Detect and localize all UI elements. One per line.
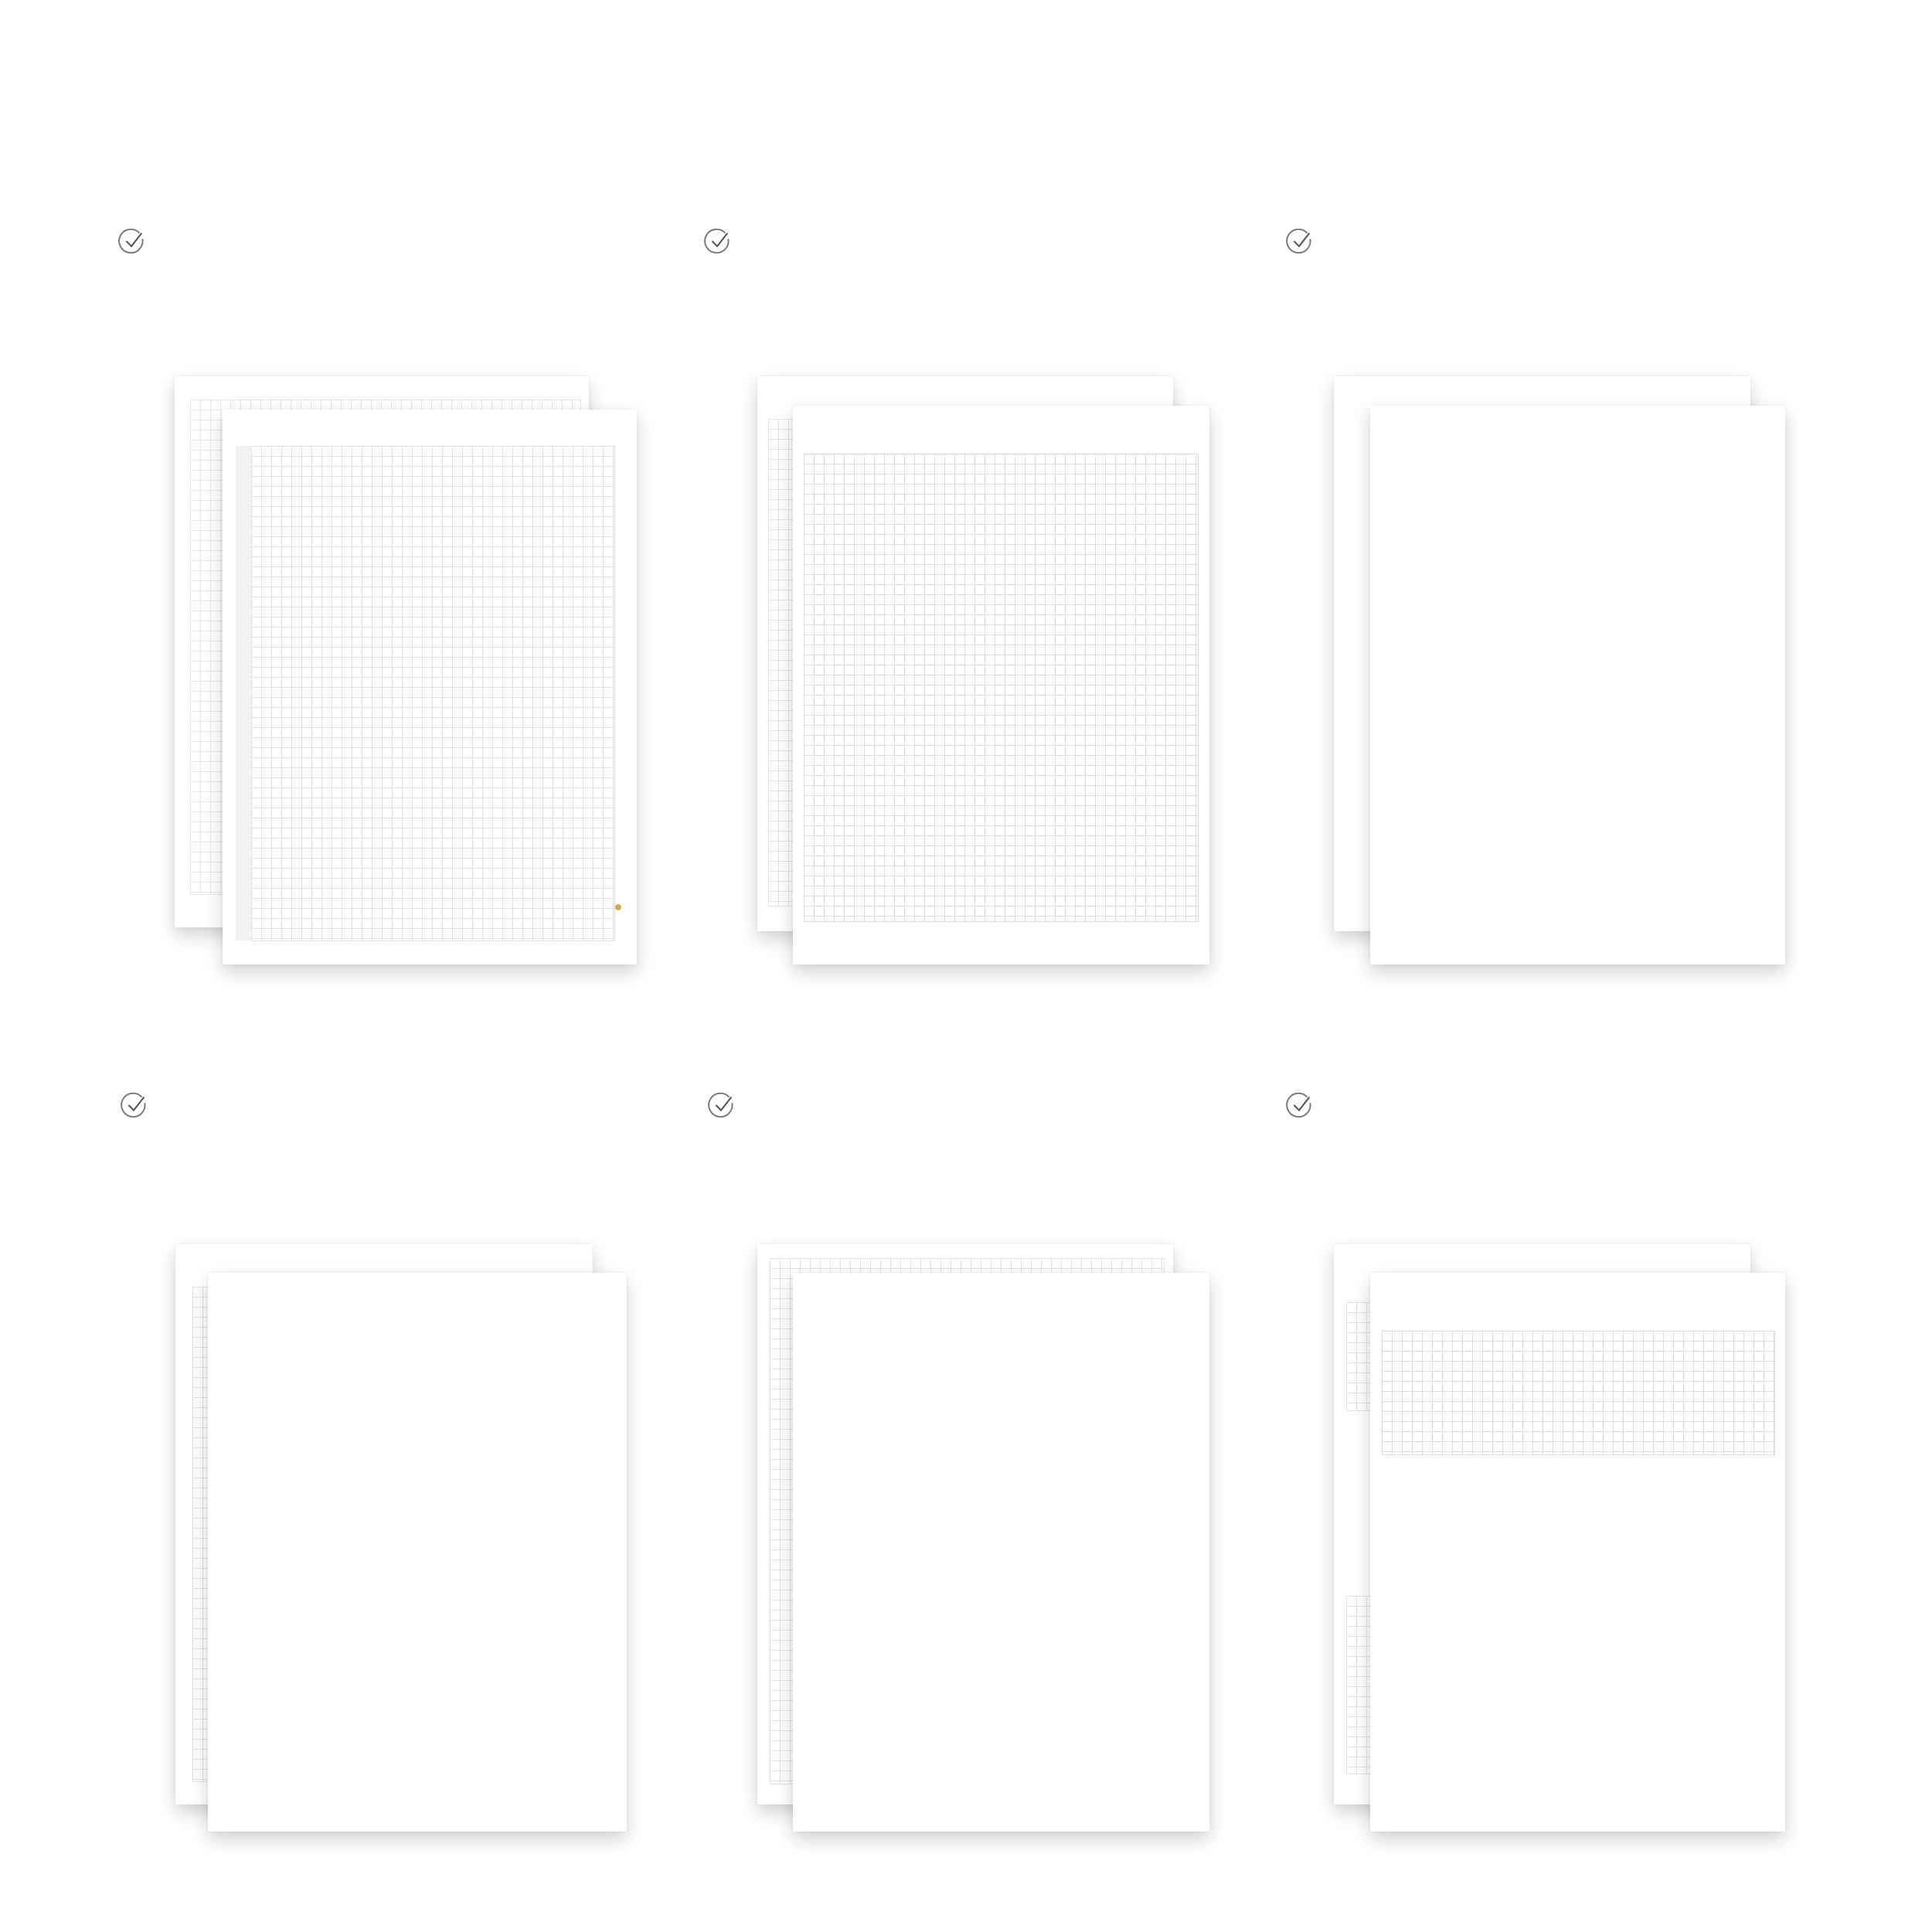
- check-circle-icon: [703, 227, 733, 257]
- page-footer: [1383, 947, 1413, 955]
- feature-weekly: [172, 232, 666, 246]
- holidays-front-page: [793, 1273, 1209, 1832]
- quarterly-front-page: [208, 1273, 627, 1832]
- page-footer: [236, 949, 267, 957]
- month-grid[interactable]: [804, 454, 1199, 922]
- weekly-front-page: [223, 410, 637, 964]
- monthly-front-page: [793, 406, 1209, 964]
- day-column: [236, 446, 251, 940]
- moon-phase-icon: [615, 904, 621, 910]
- feature-quarterly: [174, 1096, 668, 1110]
- page-footer: [1345, 910, 1361, 918]
- week-grid[interactable]: [251, 446, 615, 941]
- answer-grid-proud[interactable]: [1382, 1331, 1775, 1455]
- feature-monthly: [757, 232, 1252, 246]
- page-footer: [219, 1814, 250, 1822]
- page-footer: [804, 940, 835, 949]
- feature-yearly: [1339, 232, 1834, 246]
- yearly-front-page: [1370, 406, 1785, 964]
- feature-holidays: [761, 1096, 1256, 1110]
- check-circle-icon: [707, 1091, 736, 1121]
- review-front-page: [1370, 1273, 1785, 1832]
- feature-year-end-review: [1339, 1096, 1834, 1110]
- check-circle-icon: [120, 1091, 149, 1121]
- page-footer: [804, 1814, 835, 1822]
- page-footer: [1382, 1814, 1413, 1822]
- check-circle-icon: [1285, 1091, 1315, 1121]
- check-circle-icon: [117, 227, 147, 257]
- check-circle-icon: [1285, 227, 1315, 257]
